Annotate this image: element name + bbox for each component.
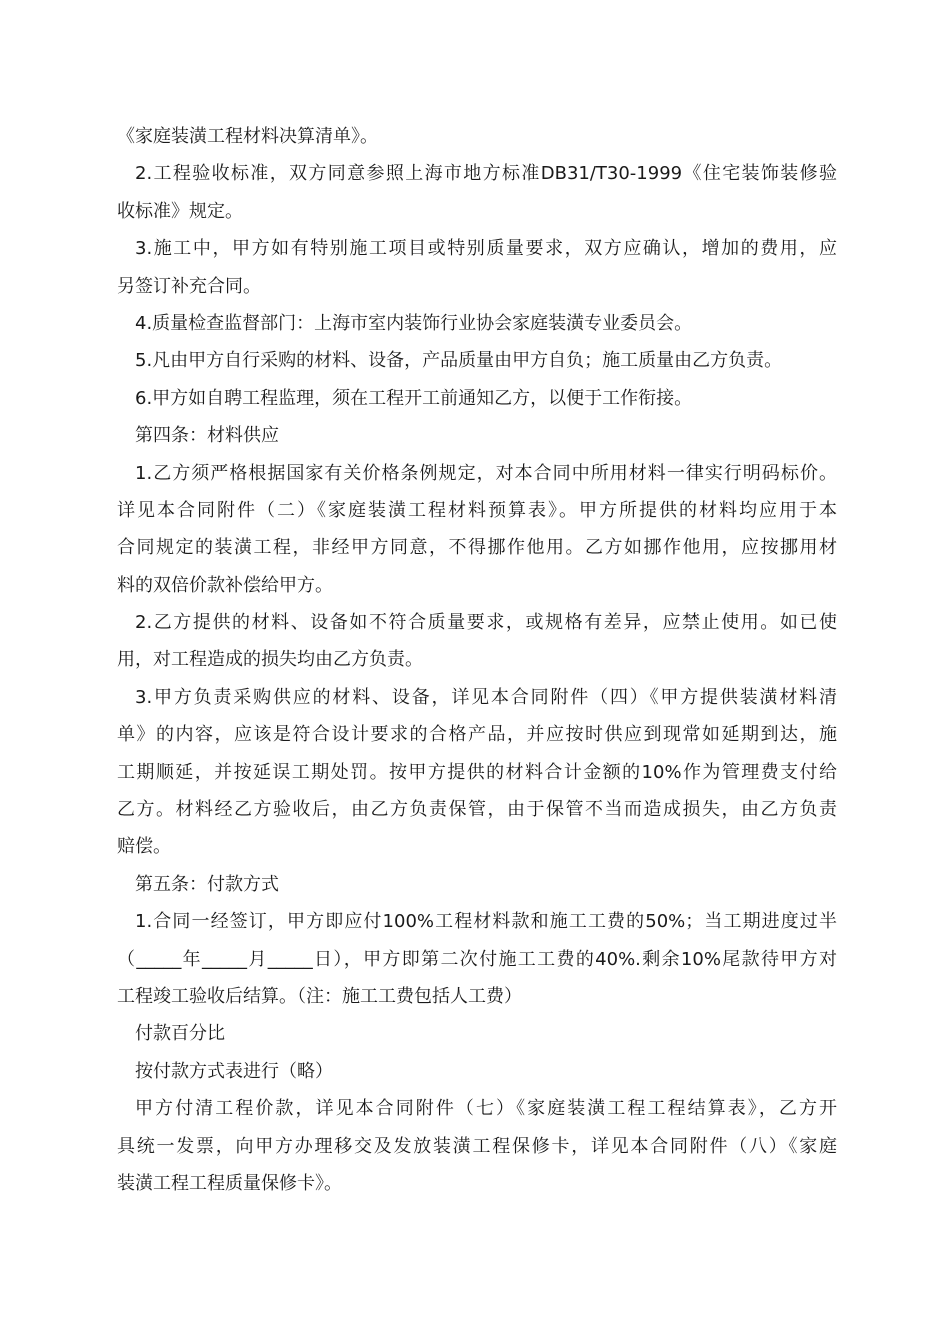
text-line: 付款百分比: [135, 1023, 225, 1045]
text-line: 装潢工程工程质量保修卡》。: [117, 1172, 342, 1194]
text-line: 工程竣工验收后结算。（注：施工工费包括人工费）: [117, 985, 522, 1007]
text-line: 第四条：材料供应: [135, 425, 279, 447]
text-line: 收标准》规定。: [117, 200, 243, 222]
text-line: 赔偿。: [117, 836, 171, 858]
text-line: 5.凡由甲方自行采购的材料、设备，产品质量由甲方自负；施工质量由乙方负责。: [135, 350, 783, 372]
text-line: 3.施工中，甲方如有特别施工项目或特别质量要求，双方应确认，增加的费用，应: [135, 238, 837, 260]
document-page: [117, 118, 837, 1202]
text-line: 具统一发票，向甲方办理移交及发放装潢工程保修卡，详见本合同附件（八）《家庭: [117, 1135, 837, 1157]
text-line: 1.乙方须严格根据国家有关价格条例规定，对本合同中所用材料一律实行明码标价。: [135, 462, 837, 484]
text-line: 详见本合同附件（二）《家庭装潢工程材料预算表》。甲方所提供的材料均应用于本: [117, 499, 837, 521]
text-line: 第五条：付款方式: [135, 873, 279, 895]
text-line: 用，对工程造成的损失均由乙方负责。: [117, 649, 423, 671]
text-line: 工期顺延，并按延误工期处罚。按甲方提供的材料合计金额的10%作为管理费支付给: [117, 761, 837, 783]
text-line: （_____年_____月_____日），甲方即第二次付施工工费的40%.剩余10%尾款待甲方对: [117, 948, 837, 970]
text-line: 《家庭装潢工程材料决算清单》。: [117, 126, 378, 147]
text-line: 按付款方式表进行（略）: [135, 1060, 333, 1082]
text-line: 乙方。材料经乙方验收后，由乙方负责保管，由于保管不当而造成损失，由乙方负责: [117, 799, 837, 821]
text-line: 4.质量检查监督部门：上海市室内装饰行业协会家庭装潢专业委员会。: [135, 312, 693, 334]
text-line: 料的双倍价款补偿给甲方。: [117, 574, 333, 596]
text-line: 2.乙方提供的材料、设备如不符合质量要求，或规格有差异，应禁止使用。如已使: [135, 612, 837, 634]
text-line: 1.合同一经签订，甲方即应付100%工程材料款和施工工费的50%；当工期进度过半: [135, 911, 837, 933]
text-line: 6.甲方如自聘工程监理，须在工程开工前通知乙方，以便于工作衔接。: [135, 387, 693, 409]
text-line: 单》的内容，应该是符合设计要求的合格产品，并应按时供应到现常如延期到达，施: [117, 724, 837, 746]
text-line: 2.工程验收标准，双方同意参照上海市地方标准DB31/T30-1999《住宅装饰装修验: [135, 163, 837, 185]
text-line: 合同规定的装潢工程，非经甲方同意，不得挪作他用。乙方如挪作他用，应按挪用材: [117, 537, 837, 559]
text-line: 3.甲方负责采购供应的材料、设备，详见本合同附件（四）《甲方提供装潢材料清: [135, 686, 837, 708]
text-line: 甲方付清工程价款，详见本合同附件（七）《家庭装潢工程工程结算表》，乙方开: [135, 1098, 837, 1120]
document-body: [117, 118, 837, 1202]
text-line: 另签订补充合同。: [117, 275, 261, 297]
